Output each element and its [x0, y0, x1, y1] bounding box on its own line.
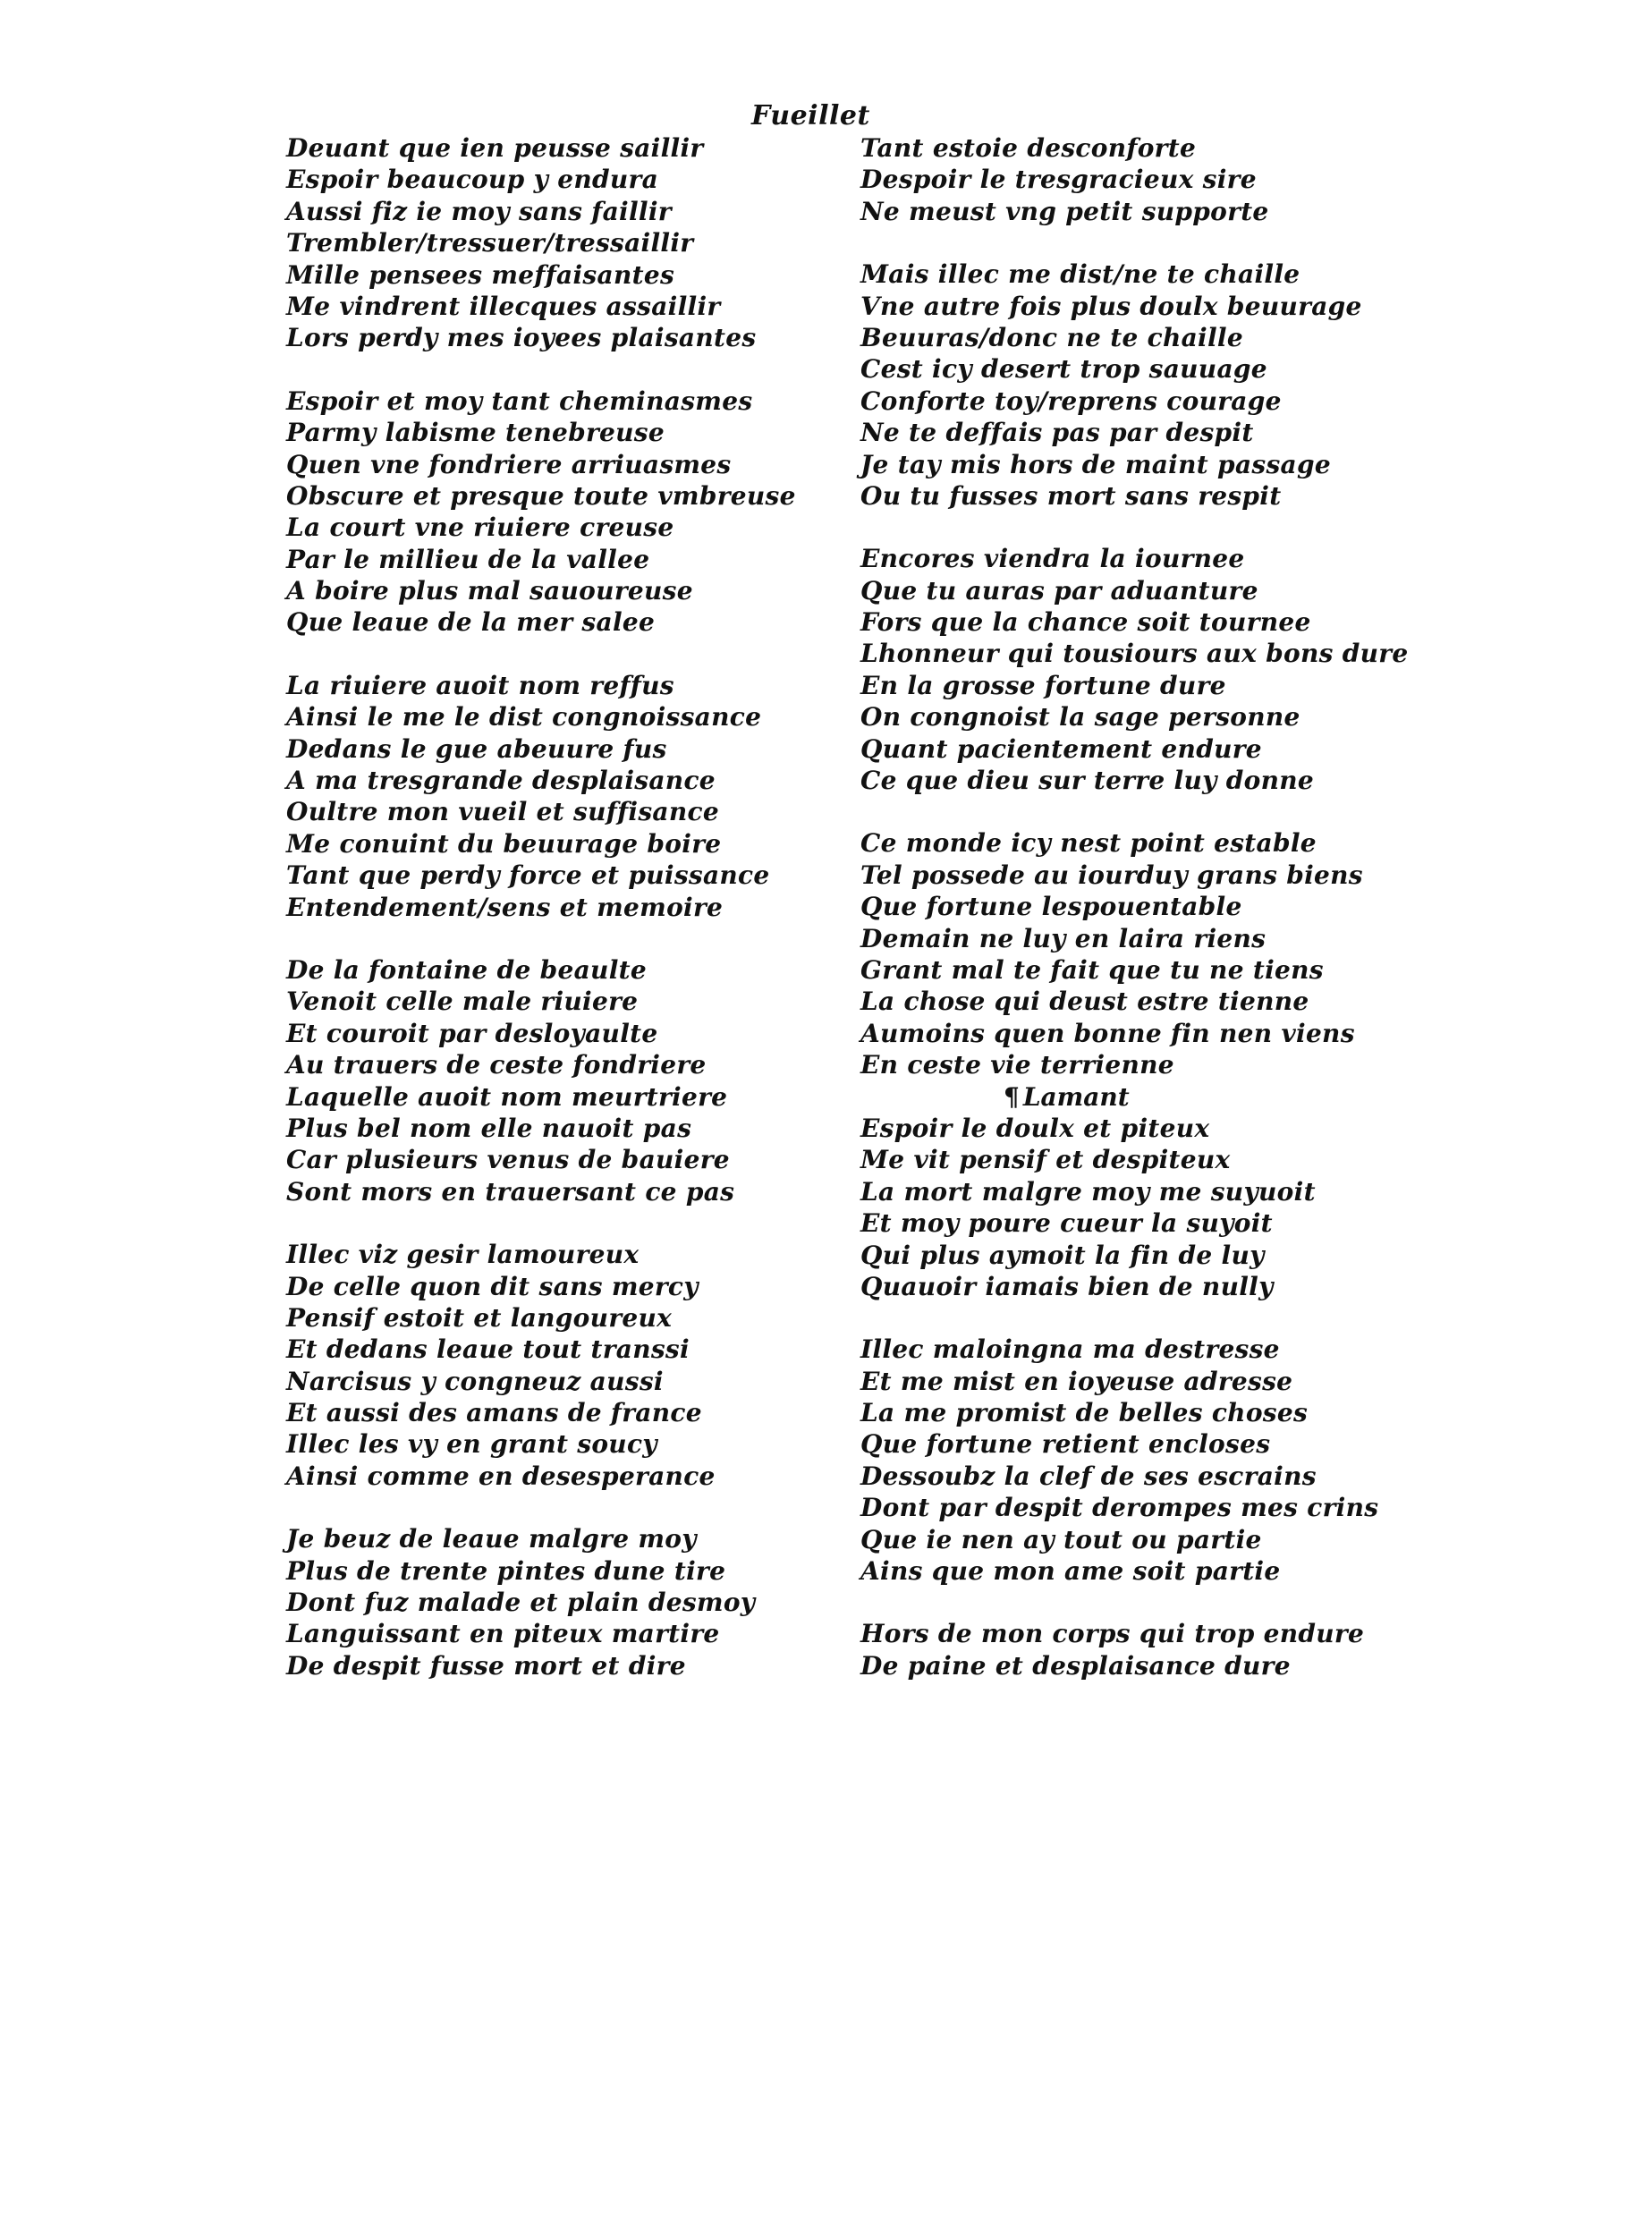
verse-line: Je tay mis hors de maint passage: [860, 449, 1331, 479]
verse-line: Encores viendra la iournee: [860, 544, 1245, 574]
pilcrow-mark: ¶: [1004, 1081, 1020, 1112]
verse-line: Parmy labisme tenebreuse: [286, 418, 665, 448]
verse-line: Que fortune retient encloses: [860, 1429, 1271, 1460]
verse-line: Ce monde icy nest point estable: [860, 828, 1317, 859]
stanza: [860, 543, 1433, 796]
stanza: [860, 1618, 1433, 1681]
stanza: [860, 827, 1433, 1080]
verse-line: Vne autre fois plus doulx beuurage: [860, 291, 1362, 321]
verse-line: Obscure et presque toute vmbreuse: [286, 480, 796, 511]
stanza: [860, 1113, 1433, 1302]
verse-line: A boire plus mal sauoureuse: [286, 576, 693, 606]
verse-line: Laquelle auoit nom meurtriere: [286, 1081, 728, 1112]
verse-line: Que ie nen ay tout ou partie: [860, 1524, 1262, 1554]
verse-line: Tel possede au iourduy grans biens: [860, 860, 1363, 890]
verse-line: De paine et desplaisance dure: [860, 1650, 1291, 1681]
verse-line: De celle quon dit sans mercy: [286, 1271, 699, 1301]
verse-line: Pensif estoit et langoureux: [286, 1302, 673, 1333]
verse-line: Dont fuz malade et plain desmoy: [286, 1588, 756, 1618]
verse-line: Quauoir iamais bien de nully: [860, 1271, 1274, 1301]
verse-line: Par le millieu de la vallee: [286, 544, 650, 574]
verse-line: La me promist de belles choses: [860, 1398, 1309, 1428]
verse-line: Quen vne fondriere arriuasmes: [286, 449, 732, 479]
verse-line: En la grosse fortune dure: [860, 670, 1226, 700]
verse-line: Trembler/tressuer/tressaillir: [286, 228, 694, 258]
verse-line: Car plusieurs venus de bauiere: [286, 1145, 730, 1175]
verse-line: Lors perdy mes ioyees plaisantes: [286, 323, 757, 353]
rubric-label: Lamant: [1022, 1081, 1130, 1112]
verse-line: Plus bel nom elle nauoit pas: [286, 1113, 692, 1143]
verse-line: A ma tresgrande desplaisance: [286, 766, 716, 796]
verse-line: Tant que perdy force et puissance: [286, 860, 770, 891]
verse-line: On congnoist la sage personne: [860, 702, 1300, 733]
verse-line: Me vindrent illecques assaillir: [286, 291, 721, 321]
verse-line: Fors que la chance soit tournee: [860, 607, 1311, 638]
verse-line: Languissant en piteux martire: [286, 1619, 720, 1649]
verse-line: Despoir le tresgracieux sire: [860, 165, 1257, 195]
verse-line: Et moy poure cueur la suyoit: [860, 1208, 1273, 1239]
verse-line: Ainsi comme en desesperance: [286, 1461, 716, 1491]
verse-line: Espoir et moy tant cheminasmes: [286, 385, 753, 416]
verse-line: Dont par despit derompes mes crins: [860, 1493, 1379, 1523]
verse-line: Ne te deffais pas par despit: [860, 418, 1254, 448]
verse-line: Deuant que ien peusse saillir: [286, 133, 704, 163]
rubric-heading: [860, 1081, 1433, 1113]
verse-line: Dedans le gue abeuure fus: [286, 733, 667, 764]
verse-line: Dessoubz la clef de ses escrains: [860, 1461, 1317, 1491]
verse-line: Sont mors en trauersant ce pas: [286, 1176, 735, 1207]
verse-line: Me vit pensif et despiteux: [860, 1145, 1231, 1175]
verse-line: Plus de trente pintes dune tire: [286, 1555, 726, 1586]
verse-line: Espoir beaucoup y endura: [286, 165, 659, 195]
stanza: [286, 385, 859, 639]
verse-line: Oultre mon vueil et suffisance: [286, 797, 719, 827]
verse-line: Quant pacientement endure: [860, 733, 1262, 764]
stanza: [286, 1523, 859, 1681]
verse-line: Ainsi le me le dist congnoissance: [286, 702, 762, 733]
verse-line: Aussi fiz ie moy sans faillir: [286, 196, 672, 226]
stanza: [286, 670, 859, 923]
verse-line: Et me mist en ioyeuse adresse: [860, 1366, 1293, 1396]
verse-line: Je beuz de leaue malgre moy: [286, 1524, 697, 1554]
verse-line: Beuuras/donc ne te chaille: [860, 322, 1243, 352]
verse-line: La riuiere auoit nom reffus: [286, 670, 674, 700]
stanza: [286, 1239, 859, 1492]
verse-line: Narcisus y congneuz aussi: [286, 1366, 664, 1396]
verse-line: Ains que mon ame soit partie: [860, 1556, 1281, 1587]
verse-line: Ou tu fusses mort sans respit: [860, 480, 1282, 511]
right-column: [860, 132, 1433, 1713]
verse-line: Grant mal te fait que tu ne tiens: [860, 954, 1324, 985]
stanza: [860, 132, 1433, 227]
stanza: [860, 1334, 1433, 1587]
verse-line: Et aussi des amans de france: [286, 1398, 702, 1428]
verse-line: Au trauers de ceste fondriere: [286, 1050, 707, 1080]
verse-line: Demain ne luy en laira riens: [860, 923, 1267, 953]
verse-line: Illec viz gesir lamoureux: [286, 1240, 640, 1270]
verse-line: Cest icy desert trop sauuage: [860, 354, 1267, 385]
verse-line: La chose qui deust estre tienne: [860, 987, 1309, 1017]
verse-line: Hors de mon corps qui trop endure: [860, 1619, 1365, 1649]
verse-line: Que leaue de la mer salee: [286, 607, 656, 638]
verse-line: Et dedans leaue tout transsi: [286, 1334, 690, 1365]
verse-line: Que tu auras par aduanture: [860, 575, 1258, 606]
verse-line: Qui plus aymoit la fin de luy: [860, 1240, 1265, 1270]
verse-line: Illec maloingna ma destresse: [860, 1334, 1280, 1365]
verse-line: Espoir le doulx et piteux: [860, 1113, 1210, 1143]
verse-line: Mais illec me dist/ne te chaille: [860, 259, 1300, 290]
folio-header: Fueillet: [751, 100, 870, 131]
left-column: [286, 132, 859, 1713]
verse-line: Que fortune lespouentable: [860, 892, 1242, 922]
verse-line: La mort malgre moy me suyuoit: [860, 1176, 1316, 1207]
verse-line: Conforte toy/reprens courage: [860, 385, 1282, 416]
stanza: [286, 132, 859, 354]
verse-line: Ce que dieu sur terre luy donne: [860, 766, 1315, 796]
verse-line: Me conuint du beuurage boire: [286, 828, 722, 859]
verse-line: De despit fusse mort et dire: [286, 1650, 686, 1681]
verse-line: Ne meust vng petit supporte: [860, 196, 1269, 226]
verse-line: Lhonneur qui tousiours aux bons dure: [860, 639, 1409, 669]
verse-line: Et couroit par desloyaulte: [286, 1018, 658, 1048]
verse-line: Mille pensees meffaisantes: [286, 259, 675, 290]
stanza: [286, 954, 859, 1207]
verse-line: De la fontaine de beaulte: [286, 954, 647, 985]
verse-line: Tant estoie desconforte: [860, 133, 1197, 163]
verse-line: En ceste vie terrienne: [860, 1050, 1174, 1080]
verse-line: La court vne riuiere creuse: [286, 512, 674, 543]
verse-line: Aumoins quen bonne fin nen viens: [860, 1018, 1355, 1048]
verse-line: Illec les vy en grant soucy: [286, 1429, 657, 1460]
verse-line: Entendement/sens et memoire: [286, 892, 724, 922]
stanza: [860, 258, 1433, 512]
verse-line: Venoit celle male riuiere: [286, 987, 639, 1017]
